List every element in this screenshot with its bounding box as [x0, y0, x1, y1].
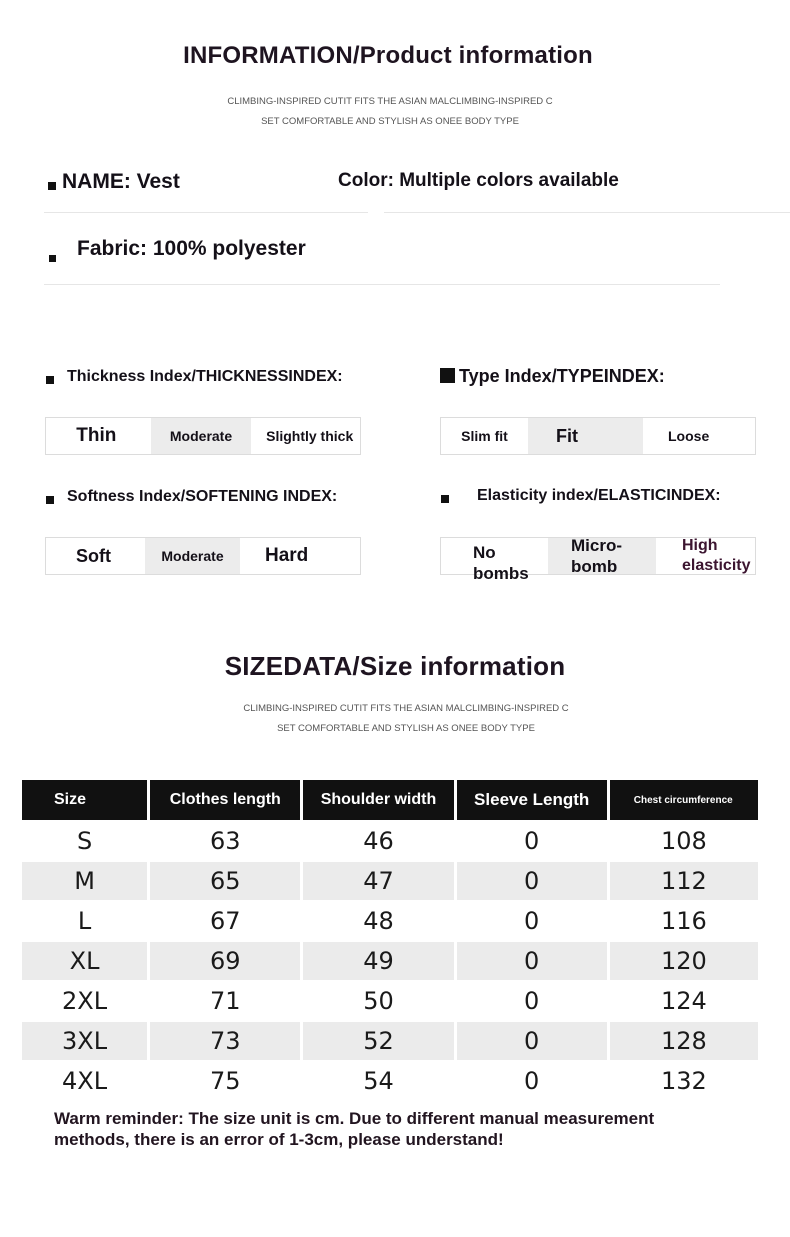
cell-size: XL	[22, 940, 147, 980]
cell-size: 4XL	[22, 1060, 147, 1100]
cell-size: L	[22, 900, 147, 940]
product-info-subtitle	[0, 92, 780, 132]
thickness-bullet-icon	[46, 376, 54, 384]
cell-size: S	[22, 820, 147, 860]
divider	[384, 212, 790, 213]
cell-chest: 108	[610, 820, 758, 860]
table-row	[22, 900, 758, 940]
cell-sleeve-length: 0	[457, 940, 607, 980]
cell-sleeve-length: 0	[457, 860, 607, 900]
elasticity-option-no-bombs: No bombs	[473, 543, 529, 583]
softness-index-scale	[45, 537, 361, 575]
size-table-header	[22, 780, 758, 820]
cell-sleeve-length: 0	[457, 980, 607, 1020]
table-row	[22, 860, 758, 900]
softness-bullet-icon	[46, 496, 54, 504]
thickness-option-thin: Thin	[76, 425, 117, 446]
cell-sleeve-length: 0	[457, 1060, 607, 1100]
cell-shoulder-width: 47	[303, 860, 453, 900]
table-row	[22, 1060, 758, 1100]
cell-shoulder-width: 50	[303, 980, 453, 1020]
product-info-title: INFORMATION/Product information	[183, 42, 593, 69]
cell-shoulder-width: 52	[303, 1020, 453, 1060]
cell-clothes-length: 63	[150, 820, 300, 860]
thickness-index-scale	[45, 417, 361, 455]
divider	[44, 212, 368, 213]
cell-clothes-length: 71	[150, 980, 300, 1020]
thickness-option-slightly-thick: Slightly thick	[266, 428, 354, 444]
product-fabric: Fabric: 100% polyester	[77, 237, 306, 260]
header-shoulder-width: Shoulder width	[303, 780, 453, 820]
product-info-subtitle-line2: SET COMFORTABLE AND STYLISH AS ONEE BODY TYPE	[261, 116, 519, 127]
cell-sleeve-length: 0	[457, 1020, 607, 1060]
divider	[44, 284, 720, 285]
name-bullet-icon	[48, 182, 56, 190]
cell-size: 3XL	[22, 1020, 147, 1060]
thickness-index-label: Thickness Index/THICKNESSINDEX:	[67, 368, 343, 385]
cell-shoulder-width: 54	[303, 1060, 453, 1100]
table-row	[22, 980, 758, 1020]
cell-clothes-length: 65	[150, 860, 300, 900]
cell-shoulder-width: 46	[303, 820, 453, 860]
cell-chest: 120	[610, 940, 758, 980]
cell-chest: 116	[610, 900, 758, 940]
thickness-option-moderate: Moderate	[151, 418, 252, 454]
elasticity-bullet-icon	[441, 495, 449, 503]
cell-clothes-length: 69	[150, 940, 300, 980]
elasticity-index-label: Elasticity index/ELASTICINDEX:	[477, 487, 721, 504]
header-sleeve-length: Sleeve Length	[457, 780, 607, 820]
type-option-fit: Fit	[528, 418, 643, 454]
cell-clothes-length: 73	[150, 1020, 300, 1060]
cell-size: 2XL	[22, 980, 147, 1020]
header-size: Size	[22, 780, 147, 820]
cell-clothes-length: 67	[150, 900, 300, 940]
cell-chest: 112	[610, 860, 758, 900]
softness-option-hard: Hard	[265, 545, 309, 566]
size-info-subtitle	[0, 699, 790, 739]
size-info-subtitle-line1: CLIMBING-INSPIRED CUTIT FITS THE ASIAN MALCLIMBING-INSPIRED C	[243, 703, 569, 714]
warm-reminder-note	[54, 1108, 774, 1150]
cell-chest: 128	[610, 1020, 758, 1060]
cell-shoulder-width: 49	[303, 940, 453, 980]
size-info-title: SIZEDATA/Size information	[224, 651, 566, 681]
product-name: NAME: Vest	[62, 170, 180, 193]
table-row	[22, 1020, 758, 1060]
type-option-slim-fit: Slim fit	[461, 428, 508, 444]
table-row	[22, 940, 758, 980]
warm-reminder-line1: Warm reminder: The size unit is cm. Due to different manual measurement	[54, 1109, 655, 1128]
cell-size: M	[22, 860, 147, 900]
elasticity-option-high-elasticity: High elasticity	[682, 537, 751, 574]
cell-sleeve-length: 0	[457, 820, 607, 860]
fabric-bullet-icon	[49, 255, 56, 262]
size-table	[19, 780, 761, 1100]
product-color: Color: Multiple colors available	[338, 170, 619, 191]
type-index-label: Type Index/TYPEINDEX:	[459, 366, 665, 386]
type-bullet-icon	[440, 368, 455, 383]
cell-clothes-length: 75	[150, 1060, 300, 1100]
softness-option-moderate: Moderate	[145, 538, 240, 574]
softness-index-label: Softness Index/SOFTENING INDEX:	[67, 488, 338, 505]
size-info-subtitle-line2: SET COMFORTABLE AND STYLISH AS ONEE BODY TYPE	[277, 723, 535, 734]
warm-reminder-line2: methods, there is an error of 1-3cm, please understand!	[54, 1130, 504, 1149]
type-index-scale	[440, 417, 756, 455]
cell-chest: 132	[610, 1060, 758, 1100]
elasticity-option-micro-bomb: Micro-bomb	[548, 538, 656, 574]
product-info-subtitle-line1: CLIMBING-INSPIRED CUTIT FITS THE ASIAN MALCLIMBING-INSPIRED C	[227, 96, 553, 107]
elasticity-index-scale	[440, 536, 756, 583]
table-row	[22, 820, 758, 860]
cell-sleeve-length: 0	[457, 900, 607, 940]
type-option-loose: Loose	[668, 428, 710, 444]
cell-chest: 124	[610, 980, 758, 1020]
header-clothes-length: Clothes length	[150, 780, 300, 820]
header-chest-circumference: Chest circumference	[610, 780, 758, 820]
cell-shoulder-width: 48	[303, 900, 453, 940]
softness-option-soft: Soft	[76, 545, 111, 566]
